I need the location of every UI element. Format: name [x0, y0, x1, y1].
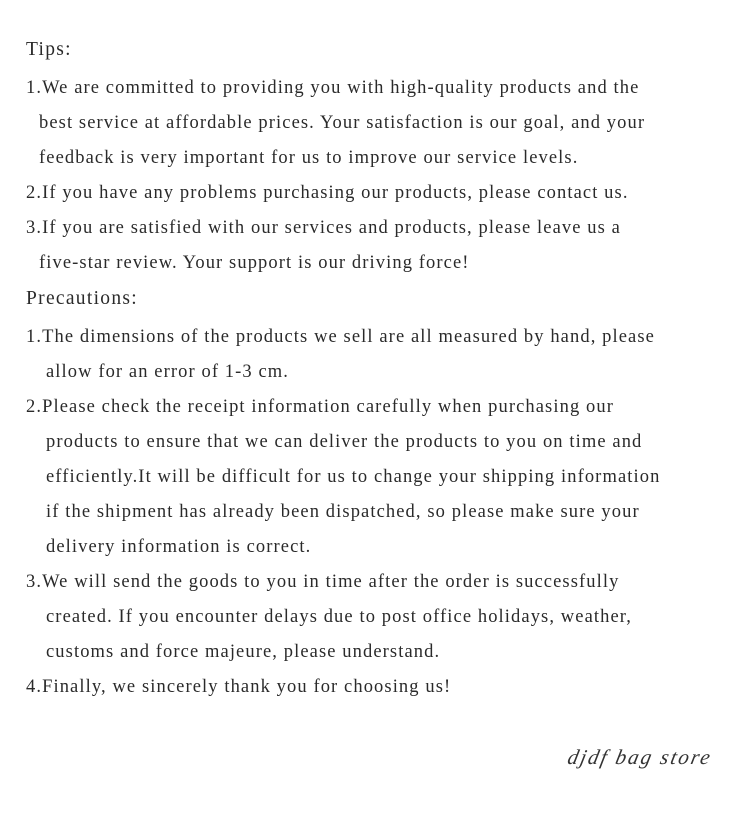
precautions-item-4-line-1: 4.Finally, we sincerely thank you for choosing us!: [26, 677, 452, 697]
tips-heading: Tips:: [26, 39, 72, 60]
precautions-item-3-line-1: 3.We will send the goods to you in time after the order is successfully: [26, 572, 620, 592]
precautions-heading: Precautions:: [26, 288, 138, 309]
precautions-item-1-line-2: allow for an error of 1-3 cm.: [46, 362, 290, 382]
precautions-item-3-line-3: customs and force majeure, please understand.: [46, 642, 441, 662]
precautions-item-1-line-1: 1.The dimensions of the products we sell are all measured by hand, please: [26, 327, 655, 347]
tips-item-2-line-1: 2.If you have any problems purchasing our products, please contact us.: [26, 183, 629, 203]
tips-item-1-line-2: best service at affordable prices. Your satisfaction is our goal, and your: [39, 113, 646, 133]
tips-item-1-line-1: 1.We are committed to providing you with high-quality products and the: [26, 78, 640, 98]
precautions-item-2-line-1: 2.Please check the receipt information carefully when purchasing our: [26, 397, 614, 417]
store-signature: djdf bag store: [565, 745, 715, 769]
tips-item-3-line-2: five-star review. Your support is our driving force!: [39, 253, 470, 273]
precautions-item-2-line-3: efficiently.It will be difficult for us to change your shipping information: [46, 467, 661, 487]
tips-item-1-line-3: feedback is very important for us to improve our service levels.: [39, 148, 579, 168]
precautions-item-2-line-4: if the shipment has already been dispatched, so please make sure your: [46, 502, 640, 522]
tips-item-3-line-1: 3.If you are satisfied with our services and products, please leave us a: [26, 218, 621, 238]
precautions-item-3-line-2: created. If you encounter delays due to post office holidays, weather,: [46, 607, 633, 627]
precautions-item-2-line-2: products to ensure that we can deliver the products to you on time and: [46, 432, 643, 452]
precautions-item-2-line-5: delivery information is correct.: [46, 537, 312, 557]
